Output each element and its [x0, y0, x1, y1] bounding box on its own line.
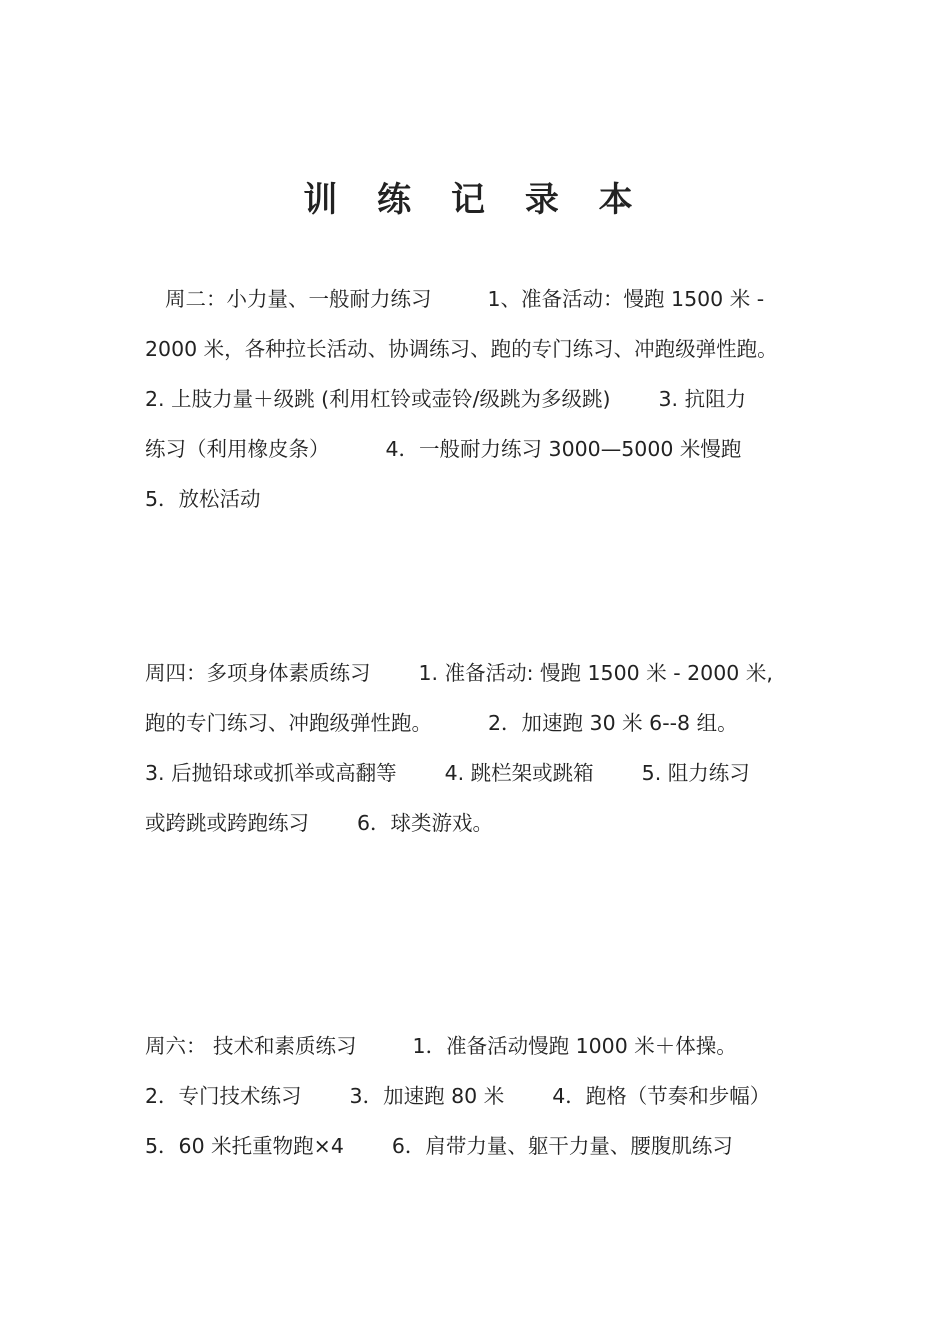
text-line — [145, 274, 817, 324]
exercise-item: 跑的专门练习、冲跑级弹性跑。 — [145, 711, 432, 735]
exercise-item: 或跨跳或跨跑练习 — [145, 811, 309, 835]
exercise-item: 6．肩带力量、躯干力量、腰腹肌练习 — [391, 1134, 733, 1158]
exercise-item: 2．专门技术练习 — [145, 1084, 302, 1108]
exercise-item: 1．准备活动慢跑 1000 米＋体操。 — [412, 1034, 737, 1058]
exercise-item: 1. 准备活动: 慢跑 1500 米 - 2000 米, — [418, 661, 773, 685]
text-line — [145, 424, 817, 474]
text-line — [145, 748, 817, 798]
session-heading: 周二：小力量、一般耐力练习 — [165, 287, 432, 311]
exercise-item: 3．加速跑 80 米 — [349, 1084, 505, 1108]
session-thursday — [145, 648, 817, 848]
session-heading: 周四：多项身体素质练习 — [145, 661, 371, 685]
text-line — [145, 324, 817, 374]
exercise-item: 3. 抗阻力 — [658, 387, 747, 411]
exercise-item: 4．跑格（节奏和步幅） — [552, 1084, 771, 1108]
exercise-item: 1、准备活动：慢跑 1500 米 - — [487, 287, 765, 311]
text-line — [145, 698, 817, 748]
text-line — [145, 1121, 817, 1171]
exercise-item: 3. 后抛铅球或抓举或高翻等 — [145, 761, 397, 785]
text-line — [145, 1021, 817, 1071]
exercise-item: 4．一般耐力练习 3000—5000 米慢跑 — [385, 437, 742, 461]
text-line — [145, 798, 817, 848]
exercise-item: 6．球类游戏。 — [357, 811, 494, 835]
text-line — [145, 1071, 817, 1121]
exercise-item: 5．60 米托重物跑×4 — [145, 1134, 344, 1158]
exercise-item: 2000 米，各种拉长活动、协调练习、跑的专门练习、冲跑级弹性跑。 — [145, 337, 778, 361]
text-line — [145, 374, 817, 424]
exercise-item: 练习（利用橡皮条） — [145, 437, 330, 461]
session-saturday — [145, 1021, 817, 1171]
text-line — [145, 648, 817, 698]
exercise-item: 5．放松活动 — [145, 487, 261, 511]
session-heading: 周六： 技术和素质练习 — [145, 1034, 357, 1058]
text-line — [145, 474, 817, 524]
exercise-item: 5. 阻力练习 — [641, 761, 750, 785]
document-title: 训 练 记 录 本 — [303, 180, 647, 220]
exercise-item: 2. 上肢力量＋级跳 (利用杠铃或壶铃/级跳为多级跳) — [145, 387, 611, 411]
session-tuesday — [145, 274, 817, 524]
exercise-item: 2．加速跑 30 米 6--8 组。 — [488, 711, 738, 735]
exercise-item: 4. 跳栏架或跳箱 — [444, 761, 594, 785]
